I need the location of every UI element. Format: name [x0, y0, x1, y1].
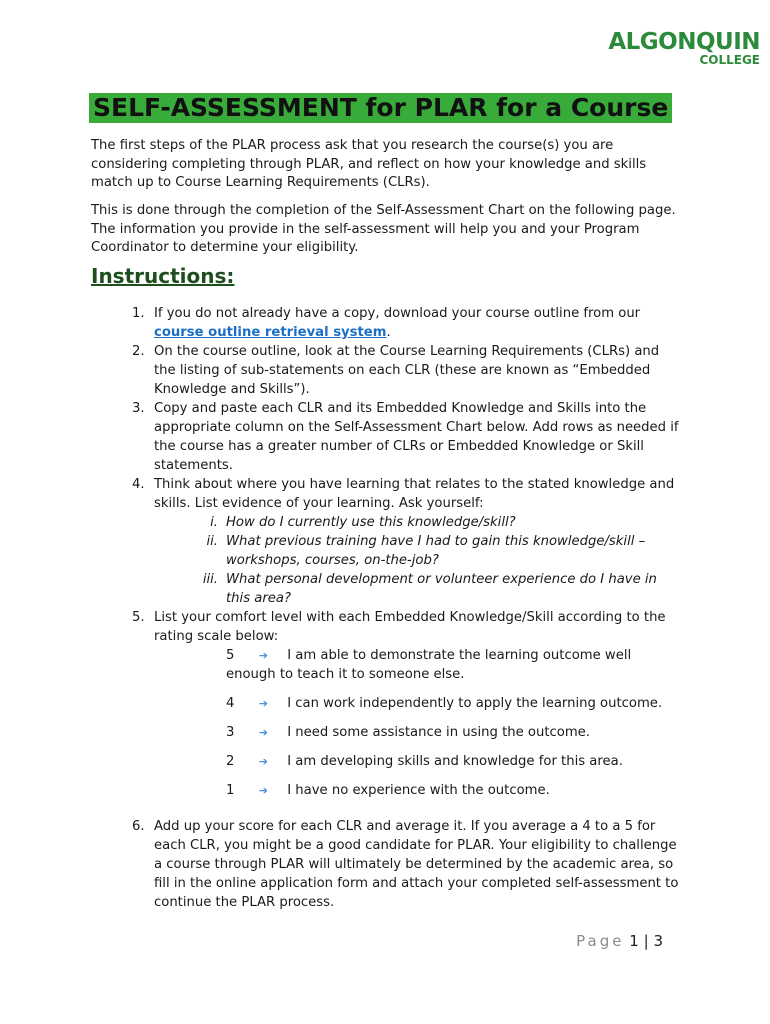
question-text: What previous training have I had to gain this knowledge/skill – workshops, courses, on-the-job?: [226, 534, 646, 568]
step-2: [120, 342, 680, 399]
step-3: [120, 399, 680, 475]
step-number: 1.: [132, 306, 145, 321]
question-numeral: ii.: [206, 534, 218, 549]
logo-sub: COLLEGE: [699, 53, 760, 67]
rating-value: 5: [226, 648, 235, 663]
step-text-end: .: [386, 325, 391, 340]
college-logo: [608, 30, 760, 66]
rating-item: [120, 752, 680, 771]
rating-value: 2: [226, 754, 235, 769]
rating-text: I am able to demonstrate the learning outcome well enough to teach it to someone else.: [226, 648, 632, 682]
step-number: 4.: [132, 477, 145, 492]
title-banner: [89, 93, 672, 123]
instruction-list: [120, 304, 680, 912]
rating-item: [120, 646, 680, 684]
page-title: SELF-ASSESSMENT for PLAR for a Course: [89, 93, 672, 123]
step-text: Think about where you have learning that relates to the stated knowledge and skills. List evidence of your learning. Ask yourself:: [154, 477, 675, 511]
rating-text: I can work independently to apply the learning outcome.: [287, 696, 663, 711]
rating-value: 3: [226, 725, 235, 740]
step-number: 6.: [132, 819, 145, 834]
step-1: [120, 304, 680, 342]
arrow-right-icon: ➔: [258, 755, 269, 768]
arrow-right-icon: ➔: [258, 649, 269, 662]
rating-text: I am developing skills and knowledge for this area.: [287, 754, 623, 769]
rating-value: 1: [226, 783, 235, 798]
question-item: [120, 532, 680, 570]
step-number: 5.: [132, 610, 145, 625]
rating-text: I need some assistance in using the outcome.: [287, 725, 590, 740]
intro-paragraph-1: The first steps of the PLAR process ask that you research the course(s) you are considering completing through PLAR, and reflect on how your knowledge and skills match up to Course Learning Requirements (CLRs).: [91, 138, 647, 190]
question-numeral: i.: [210, 515, 218, 530]
step-number: 3.: [132, 401, 145, 416]
arrow-right-icon: ➔: [258, 697, 269, 710]
step-text: On the course outline, look at the Course Learning Requirements (CLRs) and the listing of sub-statements on each CLR (these are known as “Embedded Knowledge and Skills”).: [154, 344, 660, 397]
step-text: List your comfort level with each Embedded Knowledge/Skill according to the rating scale below:: [154, 610, 666, 644]
page-current: 1: [629, 932, 639, 950]
course-outline-link[interactable]: course outline retrieval system: [154, 325, 387, 340]
question-text: How do I currently use this knowledge/skill?: [226, 515, 516, 530]
rating-item: [120, 781, 680, 800]
rating-text: I have no experience with the outcome.: [287, 783, 550, 798]
step-text: Copy and paste each CLR and its Embedded Knowledge and Skills into the appropriate column on the Self-Assessment Chart below. Add rows as needed if the course has a greater number of CLRs or Embedded Knowledge or Skill statements.: [154, 401, 679, 473]
intro-paragraph-2: This is done through the completion of the Self-Assessment Chart on the following page. The information you provide in the self-assessment will help you and your Program Coordinator to determine your eligibility.: [91, 203, 676, 255]
page-label: Page: [576, 932, 625, 950]
question-numeral: iii.: [202, 572, 218, 587]
step-5: [120, 608, 680, 646]
question-text: What personal development or volunteer experience do I have in this area?: [226, 572, 657, 606]
step-text: Add up your score for each CLR and average it. If you average a 4 to a 5 for each CLR, you might be a good candidate for PLAR. Your eligibility to challenge a course through PLAR will ultimately be determined by the academic area, so fill in the online application form and attach your completed self-assessment to continue the PLAR process.: [154, 819, 679, 910]
instructions-heading: Instructions:: [91, 264, 235, 288]
page-total: 3: [653, 932, 663, 950]
step-number: 2.: [132, 344, 145, 359]
arrow-right-icon: ➔: [258, 784, 269, 797]
question-item: [120, 570, 680, 608]
step-6: [120, 817, 680, 912]
arrow-right-icon: ➔: [258, 726, 269, 739]
page-footer: [576, 932, 663, 950]
rating-item: [120, 723, 680, 742]
rating-value: 4: [226, 696, 235, 711]
step-text: If you do not already have a copy, download your course outline from our: [154, 306, 641, 321]
logo-name: ALGONQUIN: [608, 29, 760, 55]
page-separator: |: [643, 932, 649, 950]
step-4: [120, 475, 680, 513]
rating-item: [120, 694, 680, 713]
question-item: [120, 513, 680, 532]
